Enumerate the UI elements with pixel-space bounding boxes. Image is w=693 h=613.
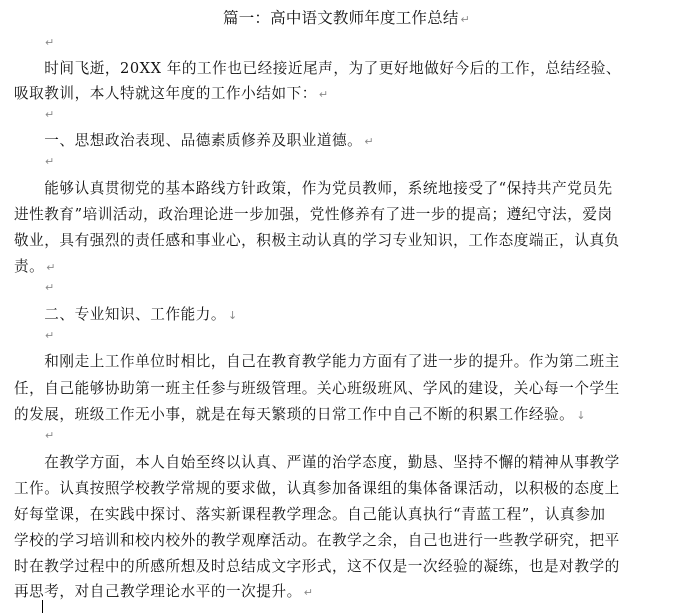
- text-line: 敬业，具有强烈的责任感和事业心，积极主动认真的学习专业知识，工作态度端正，认真负: [14, 232, 620, 249]
- paragraph-mark-icon: ↵: [318, 88, 329, 101]
- empty-paragraph-mark-icon: ↵: [45, 155, 55, 168]
- line-break-mark-icon: ↓: [228, 309, 238, 322]
- text-line: 时在教学过程中的所感所想及时总结成文字形式，这不仅是一次经验的凝练，也是对教学的: [14, 558, 620, 575]
- text-cursor: [42, 600, 43, 613]
- text-line: 任，自己能够协助第一班主任参与班级管理。关心班级班风、学风的建设，关心每一个学生: [14, 380, 620, 397]
- empty-paragraph-mark-icon: ↵: [45, 429, 55, 442]
- empty-paragraph-mark-icon: ↵: [45, 281, 55, 294]
- empty-paragraph-mark-icon: ↵: [45, 36, 55, 49]
- paragraph-mark-icon: ↵: [46, 261, 57, 274]
- text-line: 进性教育”培训活动，政治理论进一步加强，党性修养有了进一步的提高；遵纪守法，爱岗: [14, 206, 613, 223]
- text-line: 和刚走上工作单位时相比，自己在教育教学能力方面有了进一步的提升。作为第二班主: [14, 353, 620, 370]
- text-line: 二、专业知识、工作能力。 ↓: [14, 306, 238, 323]
- text-line: 责。 ↵: [14, 258, 57, 275]
- text-line: 学校的学习培训和校内校外的教学观摩活动。在教学之余，自己也进行一些教学研究，把平: [14, 532, 620, 549]
- text-line: 好每堂课，在实践中探讨、落实新课程教学理念。自己能认真执行“青蓝工程”，认真参加: [14, 506, 606, 523]
- line-break-mark-icon: ↓: [576, 409, 587, 422]
- text-line: 一、思想政治表现、品德素质修养及职业道德。 ↵: [14, 132, 375, 149]
- empty-paragraph-mark-icon: ↵: [45, 108, 55, 121]
- paragraph-mark-icon: ↵: [303, 586, 314, 599]
- document-title-text: 篇一：高中语文教师年度工作总结: [223, 9, 459, 27]
- document-title: [0, 6, 693, 28]
- paragraph-mark-icon: ↵: [364, 135, 375, 148]
- paragraph-mark-icon: ↵: [460, 13, 470, 26]
- text-line: 的发展，班级工作无小事，就是在每天繁琐的日常工作中自己不断的积累工作经验。 ↓: [14, 406, 587, 423]
- text-line: 能够认真贯彻党的基本路线方针政策，作为党员教师，系统地接受了“保持共产党员先: [14, 180, 613, 197]
- empty-paragraph-mark-icon: ↵: [45, 329, 55, 342]
- text-line: 在教学方面，本人自始至终以认真、严谨的治学态度，勤恳、坚持不懈的精神从事教学: [14, 454, 620, 471]
- text-line: 再思考，对自己教学理论水平的一次提升。 ↵: [14, 583, 314, 600]
- text-line: 工作。认真按照学校教学常规的要求做，认真参加备课组的集体备课活动，以积极的态度上: [14, 480, 620, 497]
- text-line: 时间飞逝，20XX 年的工作也已经接近尾声，为了更好地做好今后的工作，总结经验、: [14, 60, 622, 77]
- text-line: 吸取教训，本人特就这年度的工作小结如下： ↵: [14, 85, 329, 102]
